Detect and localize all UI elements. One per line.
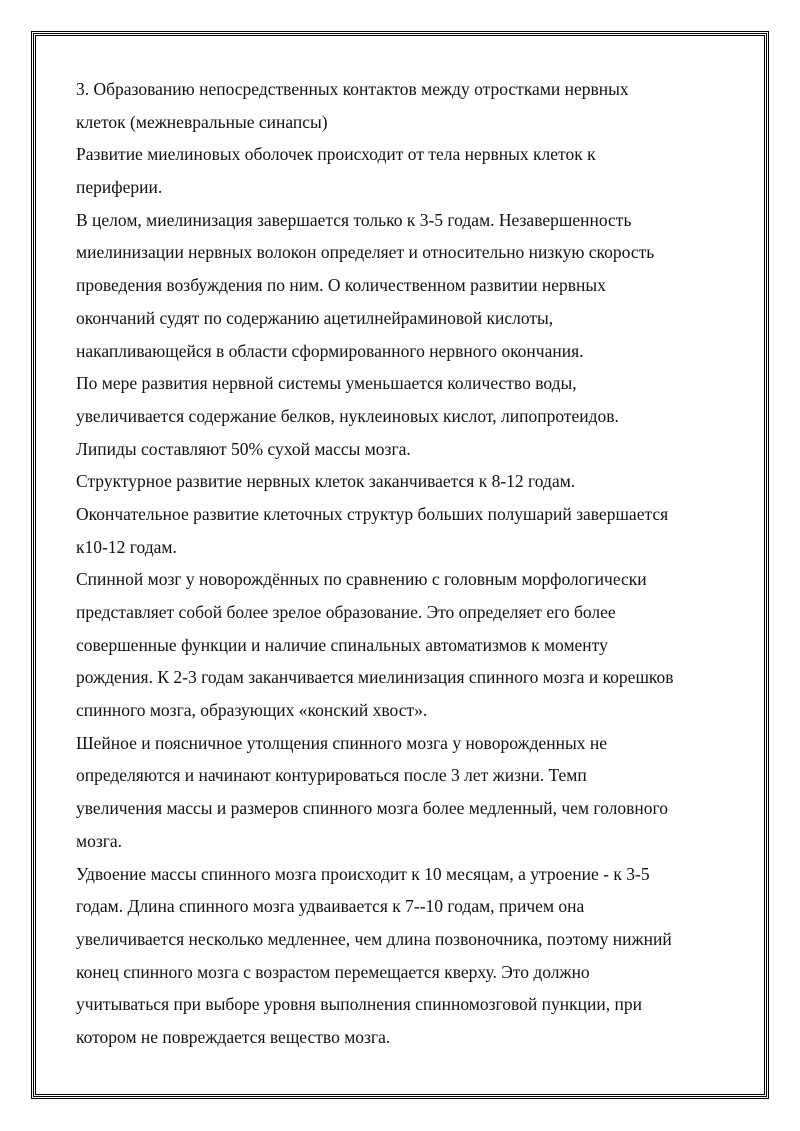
text-line: В целом, миелинизация завершается только к 3-5 годам. Незавершенность <box>76 209 632 230</box>
text-line: миелинизации нервных волокон определяет и относительно низкую скорость <box>76 242 655 263</box>
text-line: котором не повреждается вещество мозга. <box>76 1026 391 1047</box>
text-line: окончаний судят по содержанию ацетилнейраминовой кислоты, <box>76 307 554 328</box>
text-line: Структурное развитие нервных клеток заканчивается к 8-12 годам. <box>76 471 576 492</box>
text-line: совершенные функции и наличие спинальных автоматизмов к моменту <box>76 634 608 655</box>
text-line: представляет собой более зрелое образование. Это определяет его более <box>76 602 616 622</box>
text-line: учитываться при выборе уровня выполнения спинномозговой пункции, при <box>76 994 642 1015</box>
text-line: увеличивается несколько медленнее, чем длина позвоночника, поэтому нижний <box>76 928 672 949</box>
text-line: 3. Образованию непосредственных контактов между отростками нервных <box>76 79 629 99</box>
text-line: накапливающейся в области сформированного нервного окончания. <box>76 340 584 361</box>
text-line: конец спинного мозга с возрастом перемещается кверху. Это должно <box>76 961 590 982</box>
text-line: По мере развития нервной системы уменьшается количество воды, <box>76 373 577 394</box>
text-line: Спинной мозг у новорождённых по сравнению с головным морфологически <box>76 569 647 590</box>
text-line: увеличивается содержание белков, нуклеиновых кислот, липопротеидов. <box>76 405 619 426</box>
text-line: периферии. <box>76 177 163 198</box>
text-line: увеличения массы и размеров спинного мозга более медленный, чем головного <box>76 798 669 819</box>
text-line: спинного мозга, образующих «конский хвост». <box>76 700 428 721</box>
text-line: Окончательное развитие клеточных структур больших полушарий завершается <box>76 503 669 524</box>
text-line: рождения. К 2-3 годам заканчивается миелинизация спинного мозга и корешков <box>76 667 674 688</box>
text-line: к10-12 годам. <box>76 536 177 557</box>
text-line: мозга. <box>76 830 123 851</box>
text-line: Удвоение массы спинного мозга происходит к 10 месяцам, а утроение - к 3-5 <box>76 863 650 884</box>
document-body <box>76 73 736 1054</box>
text-line: Шейное и поясничное утолщения спинного мозга у новорожденных не <box>76 732 608 753</box>
text-line: Развитие миелиновых оболочек происходит от тела нервных клеток к <box>76 144 596 165</box>
text-line: годам. Длина спинного мозга удваивается к 7--10 годам, причем она <box>76 896 585 917</box>
text-line: Липиды составляют 50% сухой массы мозга. <box>76 438 411 459</box>
text-line: клеток (межневральные синапсы) <box>76 111 328 132</box>
text-line: определяются и начинают контурироваться после 3 лет жизни. Темп <box>76 765 587 786</box>
text-line: проведения возбуждения по ним. О количественном развитии нервных <box>76 275 606 296</box>
